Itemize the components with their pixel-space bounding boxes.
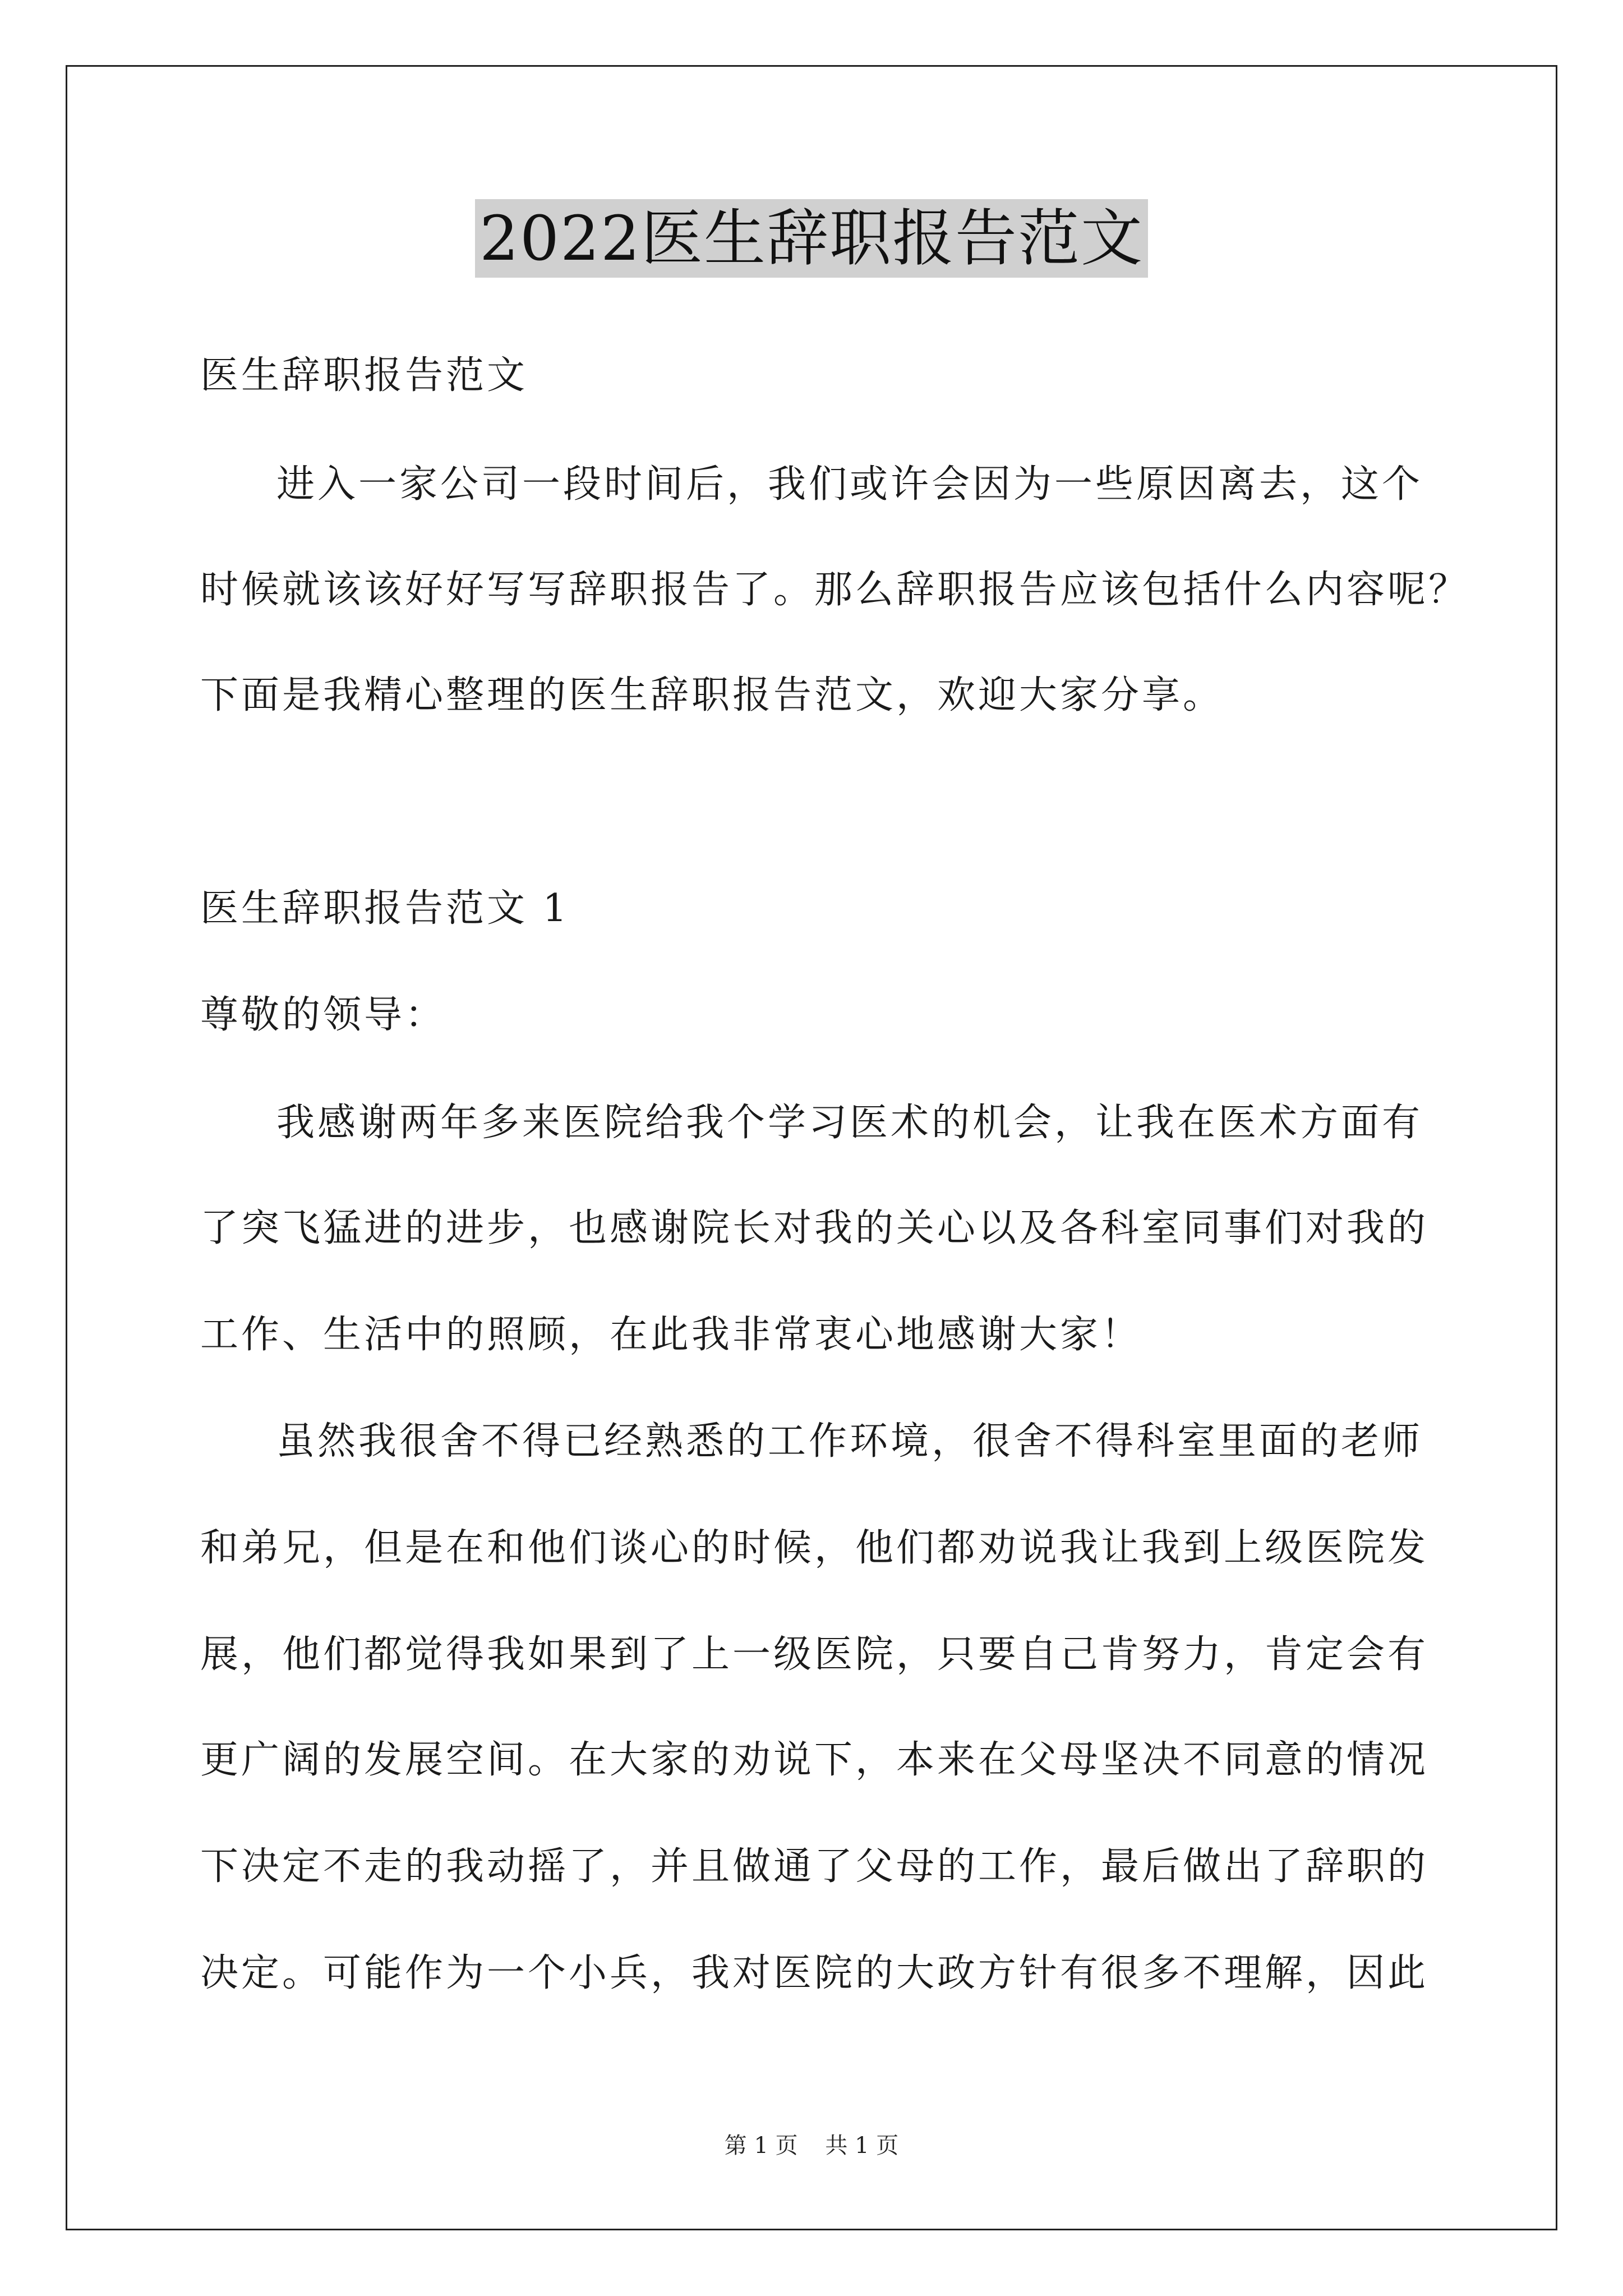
paragraph1-line: 了突飞猛进的进步，也感谢院长对我的关心以及各科室同事们对我的: [200, 1206, 1429, 1250]
paragraph1-line: 我感谢两年多来医院给我个学习医术的机会，让我在医术方面有: [276, 1101, 1423, 1145]
page-total: 共 1 页: [825, 2133, 899, 2159]
intro-line: 进入一家公司一段时间后，我们或许会因为一些原因离去，这个: [276, 462, 1423, 507]
document-title: 2022医生辞职报告范文: [475, 199, 1148, 278]
section-heading: 医生辞职报告范文 1: [200, 886, 570, 931]
paragraph2-line: 下决定不走的我动摇了，并且做通了父母的工作，最后做出了辞职的: [200, 1844, 1429, 1889]
subtitle: 医生辞职报告范文: [200, 353, 528, 398]
page-footer: [0, 2132, 1623, 2160]
title-container: [0, 199, 1623, 278]
paragraph2-line: 虽然我很舍不得已经熟悉的工作环境，很舍不得科室里面的老师: [276, 1419, 1423, 1464]
paragraph1-line: 工作、生活中的照顾，在此我非常衷心地感谢大家！: [200, 1313, 1142, 1357]
paragraph2-line: 和弟兄，但是在和他们谈心的时候，他们都劝说我让我到上级医院发: [200, 1526, 1429, 1570]
salutation: 尊敬的领导：: [200, 993, 446, 1037]
paragraph2-line: 更广阔的发展空间。在大家的劝说下，本来在父母坚决不同意的情况: [200, 1738, 1429, 1782]
paragraph2-line: 决定。可能作为一个小兵，我对医院的大政方针有很多不理解，因此: [200, 1951, 1429, 1995]
intro-line: 下面是我精心整理的医生辞职报告范文，欢迎大家分享。: [200, 673, 1224, 717]
page-number: 第 1 页: [724, 2133, 798, 2159]
intro-line: 时候就该该好好写写辞职报告了。那么辞职报告应该包括什么内容呢？: [200, 568, 1470, 612]
paragraph2-line: 展，他们都觉得我如果到了上一级医院，只要自己肯努力，肯定会有: [200, 1632, 1429, 1677]
